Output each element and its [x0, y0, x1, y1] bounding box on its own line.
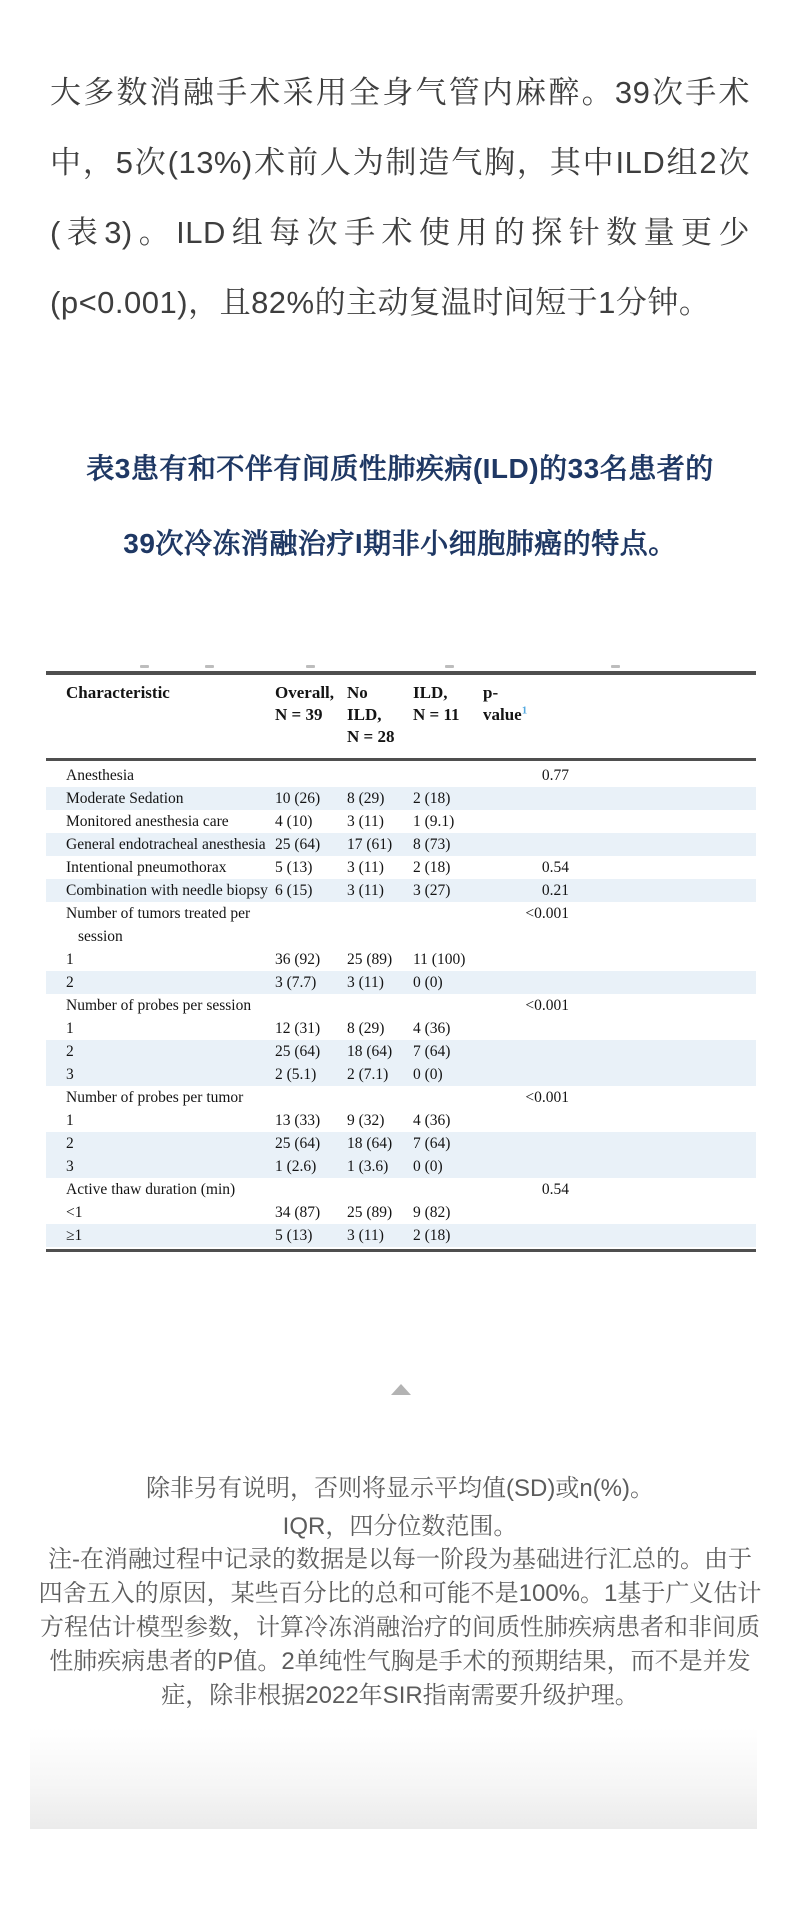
- row-label: 2: [66, 1043, 74, 1060]
- cell-ild: 8 (73): [413, 836, 451, 853]
- cell-overall: [275, 1178, 347, 1201]
- cell-p-value: [483, 1132, 569, 1155]
- column-header-characteristic: Characteristic: [66, 683, 170, 702]
- intro-paragraph: 大多数消融手术采用全身气管内麻醉。39次手术中，5次(13%)术前人为制造气胸，其中ILD组2次(表3)。ILD组每次手术使用的探针数量更少(p<0.001)，且82%的主动复温时间短于1分钟。: [50, 75, 750, 320]
- row-label: Anesthesia: [66, 767, 135, 784]
- cell-p-value: [483, 948, 569, 971]
- row-label: 2: [66, 974, 74, 991]
- cell-ild: 9 (82): [413, 1204, 451, 1221]
- column-header-ild: [413, 682, 483, 758]
- cell-no-ild: [347, 764, 413, 787]
- cell-p-value: 0.54: [541, 1181, 569, 1198]
- table-bottom-rule: [46, 1249, 756, 1252]
- table-row: [46, 1132, 756, 1155]
- cell-ild: [413, 764, 483, 787]
- row-label: Number of probes per session: [66, 997, 252, 1014]
- table-row: [46, 971, 756, 994]
- cell-overall: 25 (64): [275, 836, 321, 853]
- cell-overall: [275, 1086, 347, 1109]
- cell-no-ild: 8 (29): [347, 1020, 385, 1037]
- cell-ild: 1 (9.1): [413, 813, 455, 830]
- row-label: General endotracheal anesthesia: [66, 836, 266, 853]
- cell-ild: 11 (100): [413, 951, 466, 968]
- cell-overall: 2 (5.1): [275, 1066, 317, 1083]
- column-header-no-ild-label: No ILD,: [347, 683, 382, 724]
- cell-ild: [413, 994, 483, 1017]
- table-body: [46, 761, 756, 1249]
- table-row: [46, 1063, 756, 1086]
- table-row: [46, 833, 756, 856]
- spacer: [569, 879, 756, 902]
- spacer: [569, 833, 756, 856]
- cell-overall: 36 (92): [275, 951, 321, 968]
- row-label: 3: [66, 1158, 74, 1175]
- column-header-no-ild: [347, 682, 413, 758]
- cell-no-ild: 18 (64): [347, 1043, 393, 1060]
- cell-overall: [275, 994, 347, 1017]
- row-label: <1: [66, 1204, 83, 1221]
- column-header-ild-n: N = 11: [413, 705, 460, 724]
- cell-no-ild: [347, 1178, 413, 1201]
- cell-overall: 34 (87): [275, 1204, 321, 1221]
- cell-overall: 12 (31): [275, 1020, 321, 1037]
- spacer: [569, 902, 756, 948]
- cell-no-ild: 2 (7.1): [347, 1066, 389, 1083]
- cell-ild: 2 (18): [413, 859, 451, 876]
- cell-overall: 13 (33): [275, 1112, 321, 1129]
- cell-ild: 7 (64): [413, 1135, 451, 1152]
- table-row: [46, 1224, 756, 1247]
- cell-p-value: [483, 1040, 569, 1063]
- cell-ild: [413, 1178, 483, 1201]
- table-row: [46, 810, 756, 833]
- cell-overall: 1 (2.6): [275, 1158, 317, 1175]
- cell-p-value: [483, 1109, 569, 1132]
- p-value-footnote-superscript: 1: [521, 704, 528, 717]
- footnote-line2: IQR，四分位数范围。: [282, 1513, 518, 1540]
- row-label: 1: [66, 1112, 74, 1129]
- page-bottom-gradient: [30, 1728, 757, 1829]
- spacer: [569, 1224, 756, 1247]
- spacer: [569, 810, 756, 833]
- row-label: Monitored anesthesia care: [66, 813, 229, 830]
- cell-p-value: [483, 1017, 569, 1040]
- table-note: 注-在消融过程中记录的数据是以每一阶段为基础进行汇总的。由于四舍五入的原因，某些百分比的总和可能不是100%。1基于广义估计方程估计模型参数，计算冷冻消融治疗的间质性肺疾病患者和非间质性肺疾病患者的P值。2单纯性气胸是手术的预期结果，而不是并发症，除非根据2022年SIR指南需要升级护理。: [38, 1546, 762, 1709]
- column-header-overall-label: Overall,: [275, 683, 335, 702]
- column-header-p-value: [483, 682, 569, 758]
- cell-no-ild: 3 (11): [347, 1227, 384, 1244]
- column-header-p-value-label: p-value: [483, 683, 522, 724]
- cell-ild: 0 (0): [413, 1158, 443, 1175]
- cell-no-ild: 3 (11): [347, 974, 384, 991]
- cell-overall: [275, 902, 347, 948]
- cell-overall: 5 (13): [275, 859, 313, 876]
- cell-p-value: [483, 787, 569, 810]
- cell-overall: 3 (7.7): [275, 974, 317, 991]
- table-title-line2: 39次冷冻消融治疗I期非小细胞肺癌的特点。: [123, 528, 677, 559]
- spacer: [569, 1109, 756, 1132]
- table-row: [46, 1201, 756, 1224]
- cell-overall: 4 (10): [275, 813, 313, 830]
- column-header-ild-label: ILD,: [413, 683, 448, 702]
- cell-ild: 7 (64): [413, 1043, 451, 1060]
- cell-no-ild: [347, 1086, 413, 1109]
- cell-ild: 4 (36): [413, 1112, 451, 1129]
- spacer: [569, 764, 756, 787]
- cell-ild: 0 (0): [413, 974, 443, 991]
- table-row: [46, 902, 756, 948]
- cell-no-ild: 17 (61): [347, 836, 393, 853]
- cell-ild: 2 (18): [413, 1227, 451, 1244]
- cell-p-value: 0.21: [541, 882, 569, 899]
- cell-no-ild: 3 (11): [347, 882, 384, 899]
- cell-no-ild: 3 (11): [347, 813, 384, 830]
- table-title-line1: 表3患有和不伴有间质性肺疾病(ILD)的33名患者的: [86, 453, 714, 484]
- table-row: [46, 787, 756, 810]
- table-title: [0, 431, 800, 581]
- cell-overall: 25 (64): [275, 1043, 321, 1060]
- cell-p-value: [483, 1063, 569, 1086]
- table-row: [46, 1109, 756, 1132]
- cell-overall: 6 (15): [275, 882, 313, 899]
- cell-p-value: [483, 1224, 569, 1247]
- cell-overall: 10 (26): [275, 790, 321, 807]
- spacer: [569, 1017, 756, 1040]
- cell-no-ild: [347, 994, 413, 1017]
- cell-no-ild: 18 (64): [347, 1135, 393, 1152]
- cell-ild: 2 (18): [413, 790, 451, 807]
- row-label: 1: [66, 951, 74, 968]
- cell-p-value: [483, 971, 569, 994]
- footnote-line1: 除非另有说明，否则将显示平均值(SD)或n(%)。: [146, 1475, 654, 1502]
- cell-p-value: [483, 1201, 569, 1224]
- cell-p-value: <0.001: [525, 1089, 569, 1106]
- row-label: Number of tumors treated per session: [66, 905, 251, 945]
- column-header-overall: [275, 682, 347, 758]
- row-label: Number of probes per tumor: [66, 1089, 244, 1106]
- table-top-dashes: [46, 662, 756, 671]
- table-row: [46, 1017, 756, 1040]
- table-row: [46, 856, 756, 879]
- collapse-triangle-icon[interactable]: [391, 1384, 411, 1395]
- cell-p-value: <0.001: [525, 905, 569, 922]
- cell-no-ild: 25 (89): [347, 951, 393, 968]
- cell-no-ild: [347, 902, 413, 948]
- table-row: [46, 948, 756, 971]
- cell-p-value: [483, 1155, 569, 1178]
- cell-p-value: 0.77: [541, 767, 569, 784]
- row-label: 3: [66, 1066, 74, 1083]
- cell-ild: [413, 1086, 483, 1109]
- table-footnote-centered: [0, 1470, 800, 1546]
- row-label: Combination with needle biopsy: [66, 882, 268, 899]
- table-row: [46, 1178, 756, 1201]
- table-row: [46, 1155, 756, 1178]
- spacer: [569, 856, 756, 879]
- cell-overall: 5 (13): [275, 1227, 313, 1244]
- cell-ild: 3 (27): [413, 882, 451, 899]
- spacer: [569, 1063, 756, 1086]
- cell-p-value: [483, 810, 569, 833]
- spacer: [569, 1132, 756, 1155]
- column-header-overall-n: N = 39: [275, 705, 323, 724]
- cell-no-ild: 1 (3.6): [347, 1158, 389, 1175]
- spacer: [569, 1155, 756, 1178]
- cell-ild: [413, 902, 483, 948]
- spacer: [569, 1201, 756, 1224]
- row-label: Intentional pneumothorax: [66, 859, 227, 876]
- table-row: [46, 764, 756, 787]
- cell-p-value: <0.001: [525, 997, 569, 1014]
- cell-no-ild: 3 (11): [347, 859, 384, 876]
- spacer: [569, 787, 756, 810]
- cell-ild: 0 (0): [413, 1066, 443, 1083]
- row-label: 2: [66, 1135, 74, 1152]
- characteristics-table: [46, 662, 756, 1252]
- cell-ild: 4 (36): [413, 1020, 451, 1037]
- spacer: [569, 1178, 756, 1201]
- column-header-no-ild-n: N = 28: [347, 727, 395, 746]
- cell-no-ild: 8 (29): [347, 790, 385, 807]
- row-label: 1: [66, 1020, 74, 1037]
- cell-no-ild: 25 (89): [347, 1204, 393, 1221]
- table-row: [46, 1086, 756, 1109]
- spacer: [569, 971, 756, 994]
- row-label: Active thaw duration (min): [66, 1181, 236, 1198]
- row-label: Moderate Sedation: [66, 790, 184, 807]
- cell-overall: [275, 764, 347, 787]
- spacer: [569, 994, 756, 1017]
- cell-no-ild: 9 (32): [347, 1112, 385, 1129]
- table-row: [46, 994, 756, 1017]
- spacer: [569, 1040, 756, 1063]
- table-row: [46, 879, 756, 902]
- row-label: ≥1: [66, 1227, 83, 1244]
- table-header-row: [46, 675, 756, 758]
- cell-p-value: 0.54: [541, 859, 569, 876]
- spacer: [569, 948, 756, 971]
- cell-overall: 25 (64): [275, 1135, 321, 1152]
- cell-p-value: [483, 833, 569, 856]
- table-row: [46, 1040, 756, 1063]
- spacer: [569, 1086, 756, 1109]
